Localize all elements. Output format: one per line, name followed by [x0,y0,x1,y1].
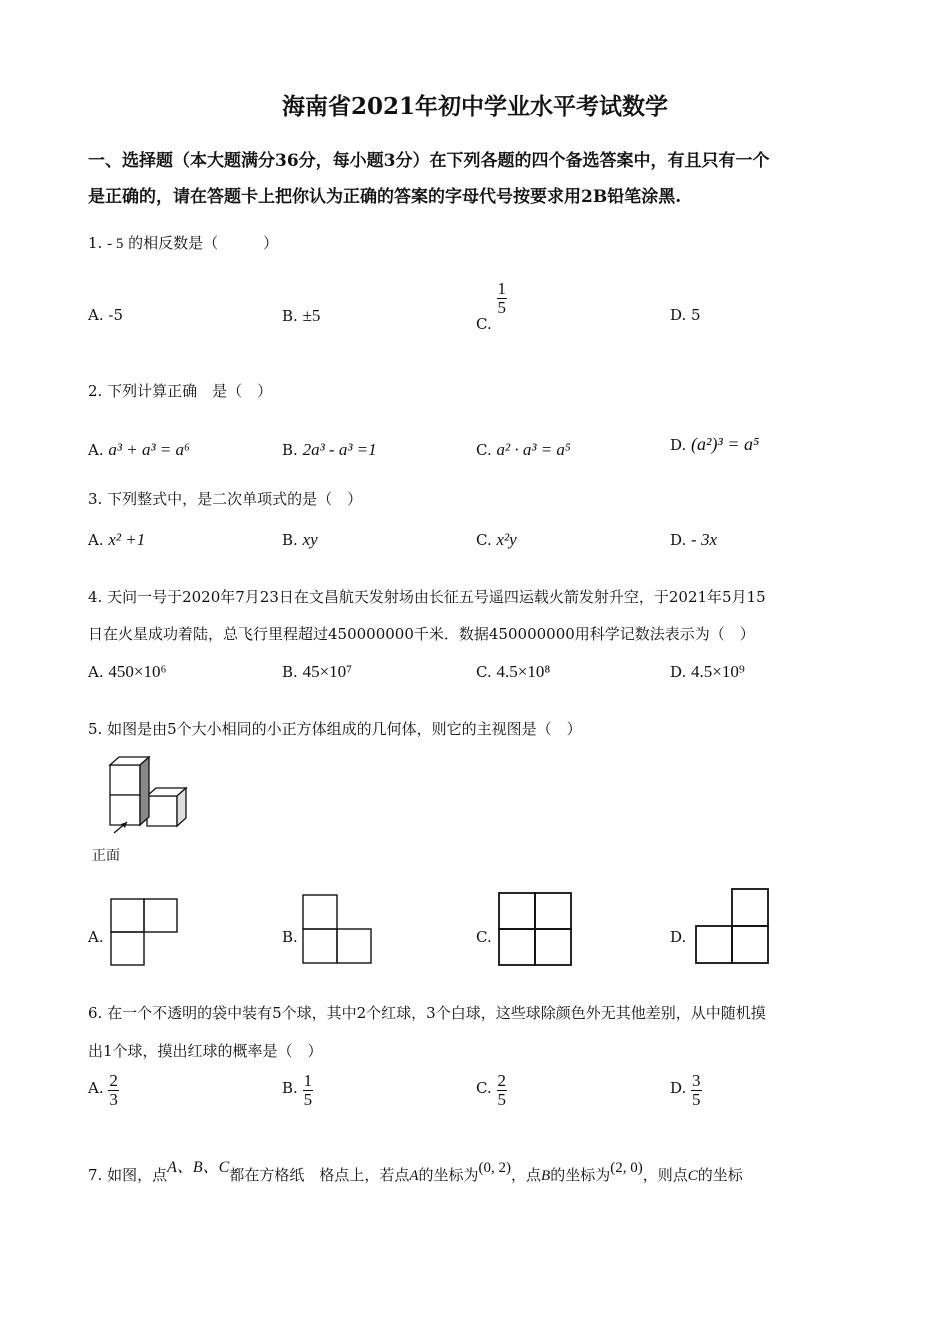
question-3: 3. 下列整式中，是二次单项式的是（ ） [88,490,363,508]
q2-option-d[interactable]: D. (a²)³ = a⁵ [670,434,760,454]
q4-option-a[interactable]: A. 450×10⁶ [88,662,167,681]
q5-option-c-figure[interactable] [496,890,576,968]
q1-option-a[interactable]: A. -5 [88,306,124,324]
front-view-label: 正面 [92,848,120,864]
q3-option-c-value: x²y [496,530,517,549]
q3-option-b-value: xy [302,530,318,549]
q2-option-a-value: a³ + a³ = a⁶ [108,440,190,459]
q6-option-d-fraction: $\frac{3}{5}$ [692,1071,701,1109]
q6-option-c-fraction: $\frac{2}{5}$ [497,1071,506,1109]
q6-option-d[interactable]: D. $\frac{3}{5}$ [670,1071,701,1109]
q2-option-d-value: (a²)³ = a⁵ [691,434,760,454]
section-instructions-line1: 一、选择题（本大题满分36分，每小题3分）在下列各题的四个备选答案中，有且只有一个 [88,151,770,171]
q5-option-d-label[interactable]: D. [670,928,687,946]
q6-option-b[interactable]: B. $\frac{1}{5}$ [282,1071,313,1109]
q5-option-b-figure[interactable] [300,892,376,968]
q1-option-b[interactable]: B. ±5 [282,306,321,325]
q1-option-c[interactable]: C. $\frac{1}{5}$ [476,279,506,333]
q1-expression: - 5 [107,236,124,252]
q5-option-c-label[interactable]: C. [476,928,492,946]
q7-coord-a: (0, 2) [478,1160,512,1176]
cube-solid-figure [100,755,195,835]
q4-option-b[interactable]: B. 45×10⁷ [282,662,353,681]
page-title: 海南省2021年初中学业水平考试数学 [281,93,668,120]
q3-option-c[interactable]: C. x²y [476,530,517,549]
q6-option-b-fraction: $\frac{1}{5}$ [303,1071,313,1109]
q2-option-b[interactable]: B. 2a³ - a³ =1 [282,440,377,459]
q4-option-a-value: 450×10⁶ [108,662,167,681]
question-1 [88,232,278,253]
q4-option-b-value: 45×10⁷ [302,662,353,681]
q1-option-c-fraction: $\frac{1}{5}$ [497,279,506,317]
q5-option-a-label[interactable]: A. [88,928,104,946]
q6-option-a-fraction: $\frac{2}{3}$ [109,1071,118,1109]
q1-text: 的相反数是（ ） [128,234,279,252]
question-7: 7. 如图，点A、B、C都在方格纸 格点上，若点A的坐标为(0, 2)，点B的坐标为(2, 0)，则点C的坐标 [88,1159,743,1184]
q4-option-c-value: 4.5×10⁸ [496,662,551,681]
q3-option-b[interactable]: B. xy [282,530,318,549]
question-4-line1: 4. 天问一号于2020年7月23日在文昌航天发射场由长征五号遥四运载火箭发射升空，于2021年5月15 [88,588,766,606]
q4-option-c[interactable]: C. 4.5×10⁸ [476,662,551,681]
q6-option-c[interactable]: C. $\frac{2}{5}$ [476,1071,506,1109]
q2-option-c-value: a² · a³ = a⁵ [496,440,571,459]
q5-option-b-label[interactable]: B. [282,928,298,946]
q4-option-d-value: 4.5×10⁹ [691,662,745,681]
q5-option-a-figure[interactable] [108,896,180,968]
q1-option-d-value: 5 [691,306,701,324]
question-5: 5. 如图是由5个大小相同的小正方体组成的几何体，则它的主视图是（ ） [88,720,582,738]
q6-option-a[interactable]: A. $\frac{2}{3}$ [88,1071,118,1109]
q1-option-b-value: ±5 [302,306,321,325]
q2-option-b-value: 2a³ - a³ =1 [302,440,377,459]
q7-coord-b: (2, 0) [610,1160,643,1176]
question-6-line1: 6. 在一个不透明的袋中装有5个球，其中2个红球，3个白球，这些球除颜色外无其他差别，从中随机摸 [88,1004,766,1022]
q3-option-d-value: - 3x [691,530,718,549]
q3-option-a[interactable]: A. x² +1 [88,530,146,549]
q5-option-d-figure[interactable] [692,886,772,968]
question-6-line2: 出1个球，摸出红球的概率是（ ） [88,1042,323,1060]
q1-option-d[interactable]: D. 5 [670,306,701,324]
q1-option-a-value: -5 [108,306,124,324]
q2-option-c[interactable]: C. a² · a³ = a⁵ [476,440,571,459]
q2-option-a[interactable]: A. a³ + a³ = a⁶ [88,440,190,459]
question-4-line2: 日在火星成功着陆，总飞行里程超过450000000千米．数据450000000用科学记数法表示为（ ） [88,625,755,643]
q3-option-d[interactable]: D. - 3x [670,530,718,549]
q4-option-d[interactable]: D. 4.5×10⁹ [670,662,745,681]
q7-points: A、B、C [167,1159,230,1176]
q1-number: 1. [88,234,103,252]
q3-option-a-value: x² +1 [108,530,146,549]
section-instructions-line2: 是正确的，请在答题卡上把你认为正确的答案的字母代号按要求用2B铅笔涂黑. [88,187,682,207]
question-2: 2. 下列计算正确 是（ ） [88,382,273,400]
